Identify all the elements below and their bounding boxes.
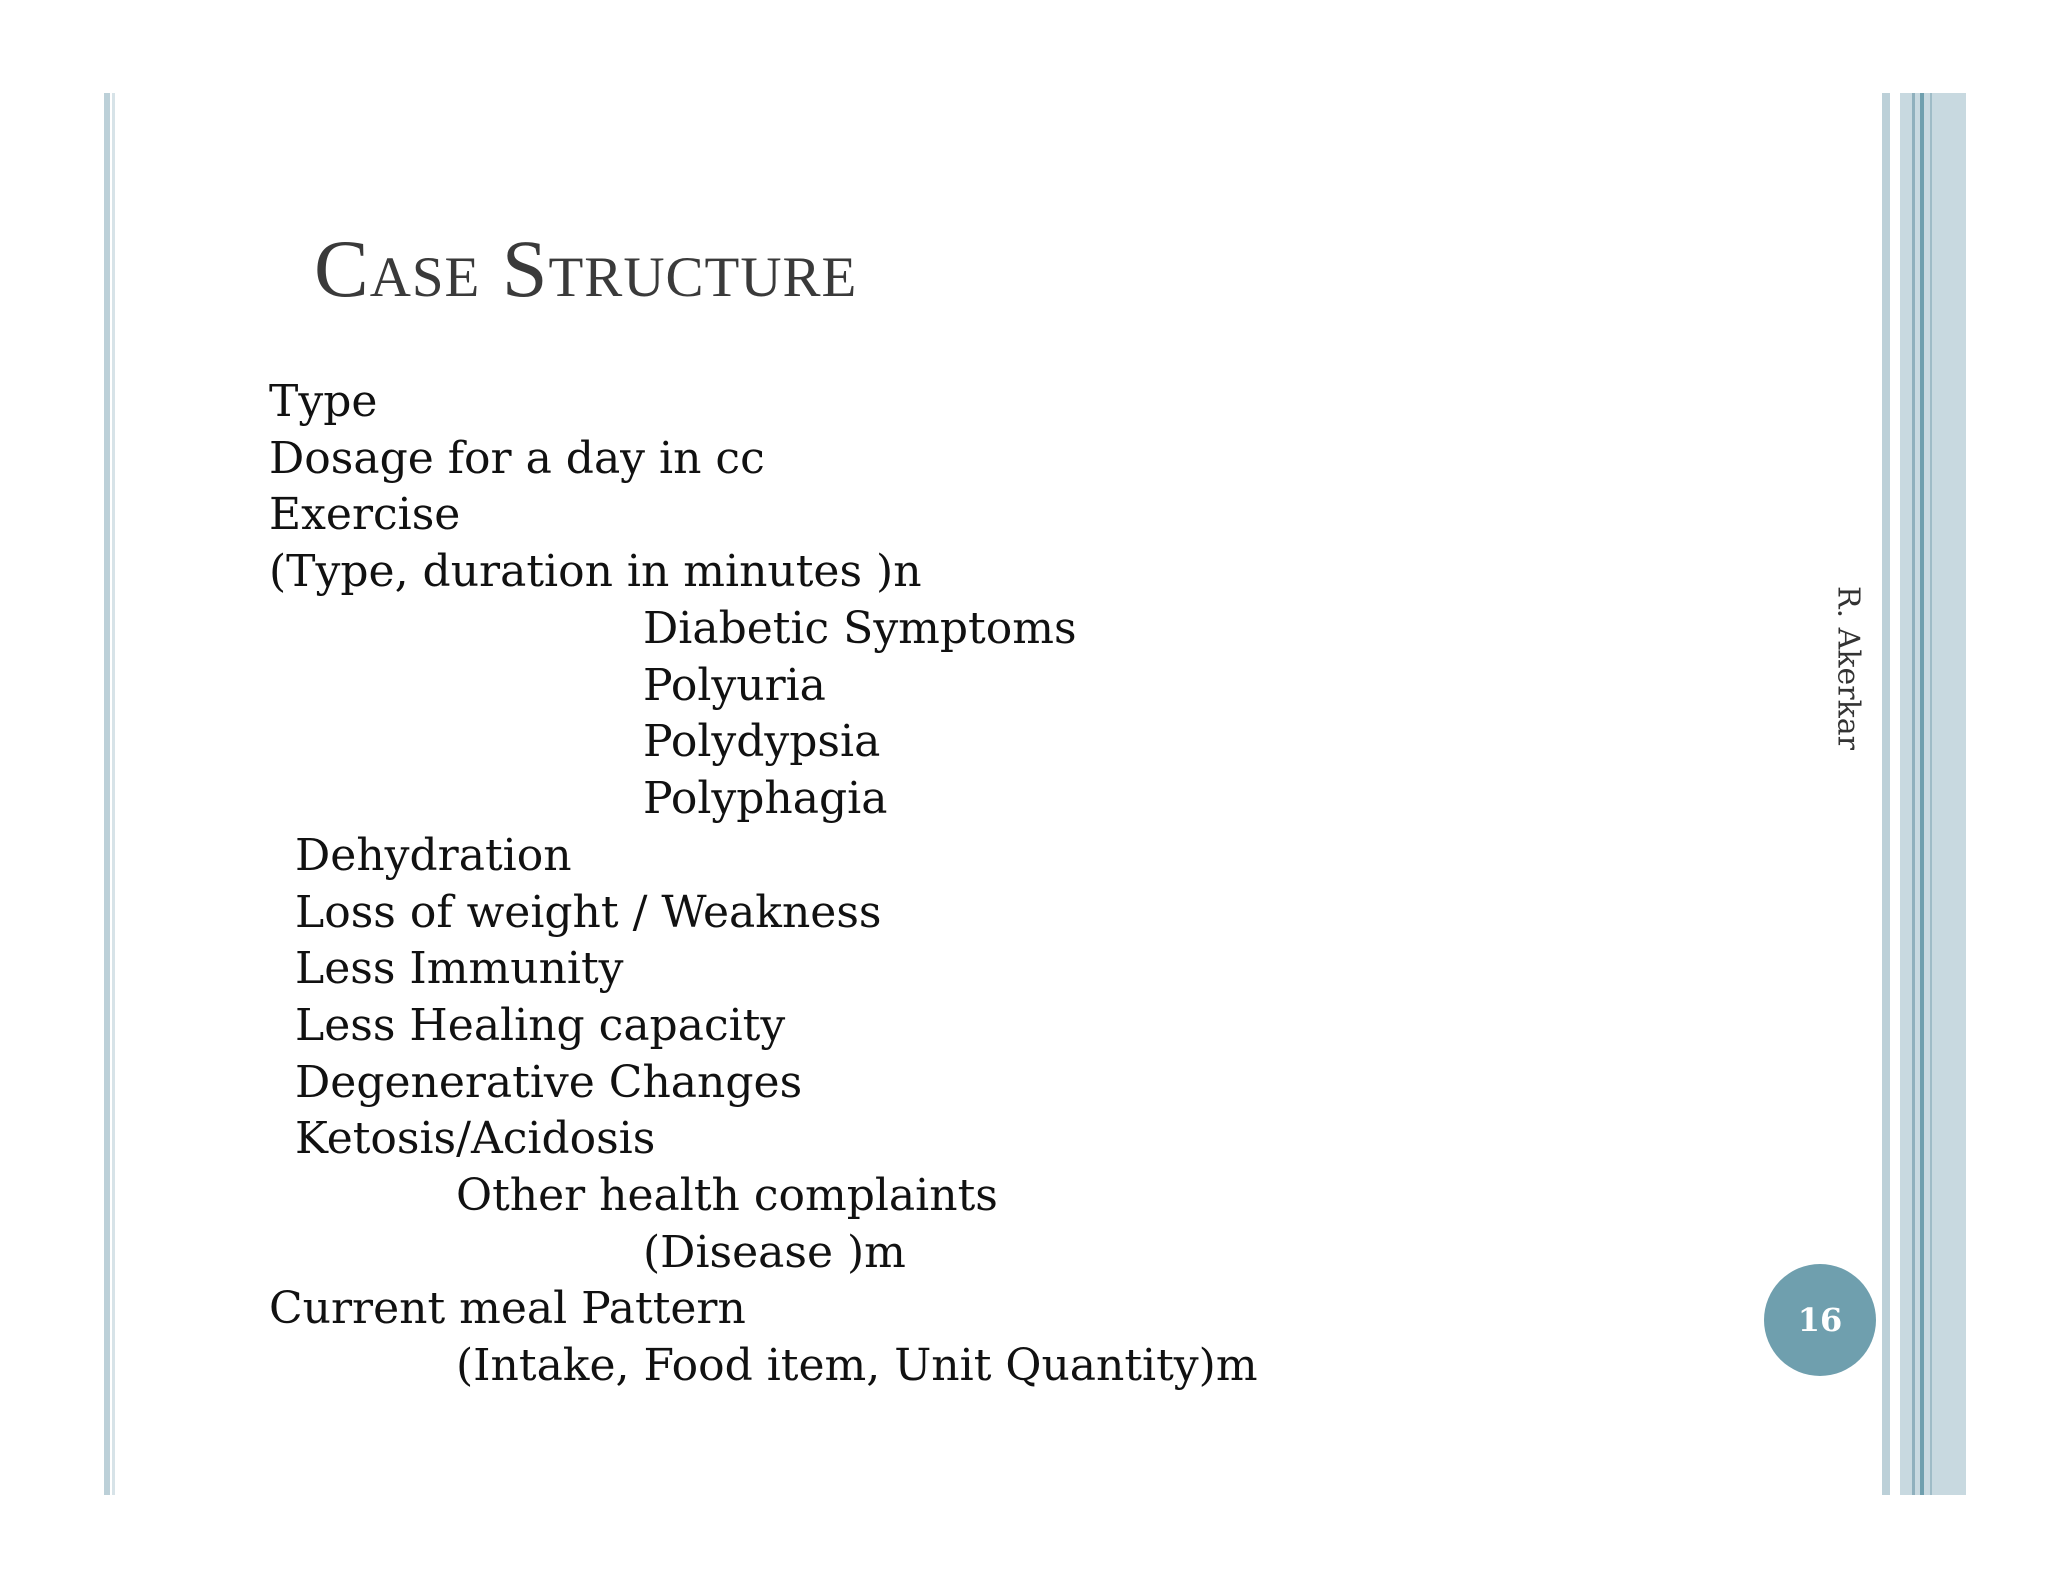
list-item: Less Healing capacity (295, 1000, 786, 1051)
right-border-band-main (1900, 93, 1966, 1495)
list-item: Polyuria (643, 660, 826, 711)
list-item: Current meal Pattern (269, 1283, 746, 1334)
list-item: Dehydration (295, 830, 572, 881)
list-item: Diabetic Symptoms (643, 603, 1077, 654)
page-number-badge (1764, 1264, 1876, 1376)
list-item: Polydypsia (643, 716, 881, 767)
author-footer: R. Akerkar (1830, 585, 1866, 751)
list-item: Ketosis/Acidosis (295, 1113, 656, 1164)
list-item: Polyphagia (643, 773, 888, 824)
list-item: Degenerative Changes (295, 1057, 803, 1108)
right-border-band-line-1 (1912, 93, 1915, 1495)
list-item: Dosage for a day in cc (269, 433, 765, 484)
list-item: (Intake, Food item, Unit Quantity)m (456, 1340, 1258, 1391)
list-item: (Type, duration in minutes )n (269, 546, 922, 597)
right-border-band (1882, 93, 1890, 1495)
left-border-rule-outer (104, 93, 110, 1495)
left-border-rule-inner (112, 93, 115, 1495)
right-border-band-line-2 (1920, 93, 1924, 1495)
list-item: Type (269, 376, 378, 427)
right-border-band-line-3 (1930, 93, 1932, 1495)
list-item: Exercise (269, 489, 461, 540)
list-item: Loss of weight / Weakness (295, 887, 882, 938)
list-item: Less Immunity (295, 943, 624, 994)
list-item: (Disease )m (643, 1227, 906, 1278)
slide-title: Case Structure (314, 223, 858, 314)
page-number: 16 (1797, 1301, 1843, 1339)
list-item: Other health complaints (456, 1170, 998, 1221)
